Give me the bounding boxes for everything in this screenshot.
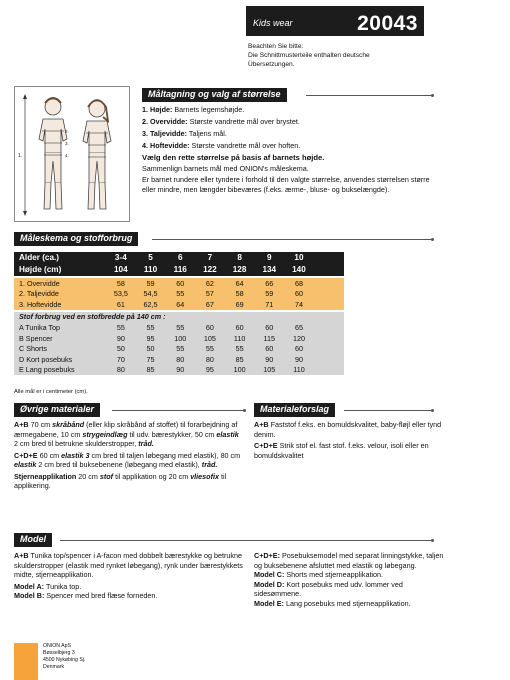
table-row: Alder (ca.) 3-4 5 6 7 8 9 10 bbox=[14, 252, 344, 264]
table-row: E Lang posebuks 80 85 90 95 100 105 110 bbox=[14, 365, 344, 376]
company-address: ONION ApS Bøsselbjerg 3 4500 Nykøbing Sj. Denmark bbox=[43, 643, 86, 671]
table-row: D Kort posebuks 70 75 80 80 85 90 90 bbox=[14, 354, 344, 365]
section-divider bbox=[60, 540, 432, 541]
figure-height-label: 1. bbox=[18, 153, 23, 159]
section-divider bbox=[306, 95, 432, 96]
advice-text: Er barnet rundere eller tyndere i forhold til den valgte størrelse, anvendes størrelsen større eller mindre, men længder bibeværes (f.eks. ærme-, bluse- og bukselængde). bbox=[142, 175, 430, 194]
size-table bbox=[14, 252, 344, 375]
measure-item: 4. Hoftevidde: Største vandrette mål over hoften. bbox=[142, 140, 301, 150]
svg-text:2.: 2. bbox=[65, 129, 69, 134]
size-headline: Vælg den rette størrelse på basis af barnets højde. bbox=[142, 152, 325, 162]
table-note: Alle mål er i centimeter (cm). bbox=[14, 389, 88, 395]
section-divider bbox=[344, 410, 432, 411]
category-label: Kids wear bbox=[253, 18, 293, 28]
measurement-instructions bbox=[142, 105, 442, 197]
fabric-suggestion-text: A+B Faststof f.eks. en bomuldskvalitet, baby-fløjl eller tynd denim. C+D+E Strik stof el. fast stof. f.eks. velour, isoli eller en bomuldskvalitet bbox=[254, 420, 442, 460]
section-divider-dot bbox=[431, 238, 434, 241]
compare-text: Sammenlign barnets mål med ONION's måleskema. bbox=[142, 163, 309, 173]
section-header-fabric: Materialeforslag bbox=[254, 403, 335, 417]
section-divider bbox=[112, 410, 244, 411]
measure-item: 3. Taljevidde: Taljens mål. bbox=[142, 128, 227, 138]
section-header-model: Model bbox=[14, 533, 52, 547]
section-header-materials: Øvrige materialer bbox=[14, 403, 100, 417]
table-row: 3. Hoftevidde 61 62,5 64 67 69 71 74 bbox=[14, 299, 344, 310]
section-divider bbox=[152, 239, 432, 240]
footer-color-bar bbox=[14, 643, 38, 680]
pattern-number: 20043 bbox=[357, 12, 418, 35]
measure-item: 1. Højde: Barnets legemshøjde. bbox=[142, 105, 245, 114]
section-divider-dot bbox=[431, 409, 434, 412]
pattern-header bbox=[246, 6, 424, 36]
fabric-usage-heading: Stof forbrug ved en stofbredde på 140 cm : bbox=[14, 312, 344, 323]
table-row: C Shorts 50 50 55 55 55 60 60 bbox=[14, 344, 344, 355]
children-measurement-illustration bbox=[15, 87, 129, 221]
materials-text: A+B 70 cm skråbånd (eller klip skråbånd af stoffet) til forarbejdning af ærmegabene, 10 cm strygeindlæg til udv. bærestykker, 50 cm elastik 2 cm bred til betrukne skulderstropper, tråd. C+D+E 60 cm elastik 3 cm bred til taljen løbegang med elastik), 80 cm elastik 2 cm bred til buksebenene (løbegang med elastik), tråd. Stjerneapplikation 20 cm stof til applikation og 20 cm vliesofix til applikering. bbox=[14, 420, 241, 490]
table-row: Højde (cm) 104 110 116 122 128 134 140 bbox=[14, 264, 344, 276]
table-row: B Spencer 90 95 100 105 110 115 120 bbox=[14, 333, 344, 344]
translation-note: Beachten Sie bitte: Die Schnittmusterteile enthalten deutsche Übersetzungen. bbox=[248, 43, 370, 69]
section-header-table: Måleskema og stofforbrug bbox=[14, 232, 138, 246]
section-divider-dot bbox=[431, 94, 434, 97]
measurement-figure bbox=[14, 86, 130, 222]
svg-text:3.: 3. bbox=[65, 141, 69, 146]
model-description-right: C+D+E: Posebuksemodel med separat linningstykke, taljen og buksebenene afsluttet med elastik og løbegang. Model C: Shorts med stjerneapplikation. Model D: Kort posebuks med udv. lommer ved sidesømmene. Model E: Lang posebuks med stjerneapplikation. bbox=[254, 551, 444, 608]
table-row: 2. Taljevidde 53,5 54,5 55 57 58 59 60 bbox=[14, 289, 344, 300]
table-row: 1. Overvidde 58 59 60 62 64 66 68 bbox=[14, 278, 344, 289]
measure-item: 2. Overvidde: Største vandrette mål over brystet. bbox=[142, 116, 300, 126]
table-row: A Tunika Top 55 55 55 60 60 60 65 bbox=[14, 323, 344, 334]
section-divider-dot bbox=[431, 539, 434, 542]
model-description-left: A+B Tunika top/spencer i A-facon med dobbelt bærestykke og betrukne skulderstropper (elastik med rynket løbegang), rynk under bærestykkets midte, stjerneapplikation. Model A: Tunika top. Model B: Spencer med bred flæse forneden. bbox=[14, 551, 243, 600]
section-header-measure: Måltagning og valg af størrelse bbox=[142, 88, 287, 102]
section-divider-dot bbox=[243, 409, 246, 412]
svg-text:4.: 4. bbox=[65, 153, 69, 158]
